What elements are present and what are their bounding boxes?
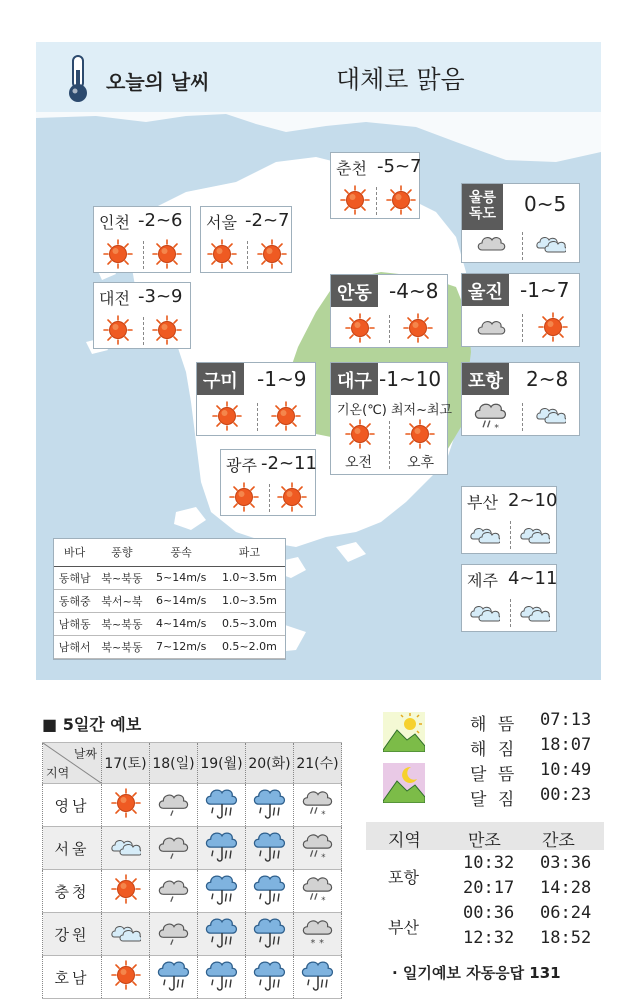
tide-low-time: 06:24 (540, 903, 592, 923)
table-row (43, 870, 342, 913)
sun-icon (152, 239, 182, 269)
tide-low-time: 03:36 (540, 853, 592, 873)
day-header: 18(일) (150, 743, 198, 784)
heavy-rain-icon (253, 786, 287, 820)
city-name-line1: 울릉 (469, 190, 497, 206)
moonrise-icon (383, 763, 425, 803)
table-row (43, 956, 342, 999)
heavy-rain-icon (253, 958, 287, 992)
sea-cell: 남해서 (54, 635, 95, 658)
sea-cell: 7~12m/s (149, 635, 214, 658)
city-box-uljin (461, 273, 580, 347)
tide-header-high: 만조 (468, 831, 501, 851)
page-title: 오늘의 날씨 (106, 70, 210, 94)
forecast-title: ■ 5일간 예보 (42, 715, 142, 734)
separator (510, 599, 511, 627)
city-name: 서울 (206, 213, 237, 232)
day-header: 21(수) (294, 743, 342, 784)
sea-header: 바다 (54, 539, 95, 566)
city-temp: -3~9 (138, 286, 183, 307)
separator (376, 187, 377, 215)
city-temp: 2~8 (526, 367, 569, 391)
sun-icon (103, 239, 133, 269)
city-box-daegu (330, 362, 453, 475)
day-header: 17(토) (102, 743, 150, 784)
city-name: 광주 (226, 456, 257, 475)
corner-bottom-label: 지역 (46, 766, 70, 780)
city-name: 제주 (467, 571, 498, 590)
city-tag: 대구 (331, 363, 378, 395)
sea-cell: 0.5~2.0m (214, 635, 285, 658)
sun-icon (405, 419, 435, 449)
table-row (54, 635, 285, 658)
city-box-chuncheon (330, 152, 420, 219)
heavy-rain-icon (205, 829, 239, 863)
separator (389, 421, 390, 469)
corner-cell (43, 743, 102, 784)
city-tag: 구미 (197, 363, 244, 395)
sun-icon (207, 239, 237, 269)
sea-conditions-table (53, 538, 286, 660)
city-tag: 안동 (331, 275, 378, 307)
heavy-rain-icon (205, 786, 239, 820)
sun-icon (111, 788, 141, 818)
am-label: 오전 (345, 455, 373, 471)
partly-cloudy-icon (110, 917, 142, 947)
city-box-daejeon (93, 282, 191, 349)
tide-place: 부산 (388, 918, 419, 937)
city-temp: -5~7 (377, 156, 422, 177)
city-box-pohang (461, 362, 580, 436)
sun-icon (271, 401, 301, 431)
sea-cell: 동해중 (54, 589, 95, 612)
cloud-icon (474, 228, 508, 258)
sea-cell: 4~14m/s (149, 612, 214, 635)
partly-cloudy-icon (468, 597, 502, 627)
partly-cloudy-icon (468, 519, 502, 549)
sea-cell: 북~북동 (95, 566, 148, 589)
sun-icon (345, 419, 375, 449)
sun-icon (345, 313, 375, 343)
sun-icon (111, 960, 141, 990)
sun-icon (340, 185, 370, 215)
sea-cell: 북~북동 (95, 635, 148, 658)
city-name: 대전 (99, 289, 130, 308)
heavy-rain-icon (157, 958, 191, 992)
sun-icon (538, 312, 568, 342)
cloud-rain-icon (157, 916, 191, 948)
sun-icon (257, 239, 287, 269)
city-box-busan (461, 486, 557, 554)
sea-cell: 1.0~3.5m (214, 566, 285, 589)
day-header: 19(월) (198, 743, 246, 784)
separator (389, 315, 390, 343)
tide-high-time: 10:32 (463, 853, 515, 873)
city-name: 춘천 (336, 159, 367, 178)
heavy-rain-icon (253, 829, 287, 863)
partly-cloudy-icon (518, 597, 552, 627)
ars-info: · 일기예보 자동응답 131 (392, 964, 561, 982)
city-temp: -2~7 (245, 210, 290, 231)
sun-icon (386, 185, 416, 215)
tide-header-region: 지역 (388, 831, 421, 851)
tide-high-time: 20:17 (463, 878, 515, 898)
city-box-incheon (93, 206, 191, 273)
sun-icon (152, 315, 182, 345)
cloud-rain-icon (157, 830, 191, 862)
separator (143, 317, 144, 345)
city-box-seoul (200, 206, 292, 273)
cloud-icon (474, 312, 508, 342)
city-box-jeju (461, 564, 557, 632)
moonset-time: 00:23 (540, 785, 592, 805)
city-tag: 울진 (462, 274, 509, 306)
city-box-ulleung (461, 183, 580, 263)
sea-cell: 0.5~3.0m (214, 612, 285, 635)
city-temp: 2~10 (508, 490, 558, 511)
sun-icon (212, 401, 242, 431)
city-box-gwangju (220, 449, 316, 516)
day-header: 20(화) (246, 743, 294, 784)
cloud-rain-icon (157, 873, 191, 905)
pm-label: 오후 (407, 455, 435, 471)
city-temp: 0~5 (524, 192, 567, 216)
rain-snow-icon (302, 873, 334, 905)
city-temp: -4~8 (389, 279, 439, 303)
separator (143, 241, 144, 269)
separator (522, 403, 523, 431)
city-temp: -1~7 (520, 278, 570, 302)
tide-low-time: 18:52 (540, 928, 592, 948)
table-row (43, 827, 342, 870)
sea-cell: 남해동 (54, 612, 95, 635)
temp-legend: 기온(℃) 최저~최고 (337, 403, 453, 418)
table-row (43, 913, 342, 956)
sunset-label: 해 짐 (470, 740, 518, 760)
weather-condition: 대체로 맑음 (336, 65, 465, 94)
separator (510, 521, 511, 549)
city-temp: -1~9 (257, 367, 307, 391)
separator (522, 314, 523, 342)
sea-cell: 5~14m/s (149, 566, 214, 589)
sea-cell: 1.0~3.5m (214, 589, 285, 612)
sunset-time: 18:07 (540, 735, 592, 755)
sea-cell: 동해남 (54, 566, 95, 589)
moonset-label: 달 짐 (470, 790, 518, 810)
cloud-rain-icon (157, 787, 191, 819)
city-temp: -2~6 (138, 210, 183, 231)
region-label: 서울 (43, 827, 102, 870)
table-row (54, 589, 285, 612)
moonrise-time: 10:49 (540, 760, 592, 780)
tide-header (366, 822, 604, 850)
city-temp: 4~11 (508, 568, 558, 589)
tide-high-time: 00:36 (463, 903, 515, 923)
tide-header-low: 간조 (542, 831, 575, 851)
sun-icon (277, 482, 307, 512)
sunrise-time: 07:13 (540, 710, 592, 730)
heavy-rain-icon (253, 872, 287, 906)
city-box-gumi (196, 362, 316, 436)
sun-icon (229, 482, 259, 512)
sun-icon (403, 313, 433, 343)
sunrise-label: 해 뜸 (470, 715, 518, 735)
partly-cloudy-icon (534, 228, 568, 258)
partly-cloudy-icon (534, 399, 568, 429)
heavy-rain-icon (301, 958, 335, 992)
heavy-rain-icon (253, 915, 287, 949)
sunrise-icon (383, 712, 425, 752)
table-row (43, 784, 342, 827)
sea-header: 풍향 (95, 539, 148, 566)
tide-low-time: 14:28 (540, 878, 592, 898)
region-label: 호남 (43, 956, 102, 999)
corner-top-label: 날짜 (73, 747, 97, 761)
separator (522, 232, 523, 260)
city-name-line2: 독도 (469, 206, 497, 222)
region-label: 영남 (43, 784, 102, 827)
sun-icon (103, 315, 133, 345)
rain-snow-icon (474, 399, 508, 433)
sea-header: 풍속 (149, 539, 214, 566)
separator (247, 241, 248, 269)
sea-header: 파고 (214, 539, 285, 566)
table-row (54, 612, 285, 635)
region-label: 충청 (43, 870, 102, 913)
heavy-rain-icon (205, 958, 239, 992)
rain-snow-icon (302, 830, 334, 862)
sea-cell: 북서~북 (95, 589, 148, 612)
partly-cloudy-icon (518, 519, 552, 549)
sea-cell: 북~북동 (95, 612, 148, 635)
region-label: 강원 (43, 913, 102, 956)
city-tag (462, 184, 503, 230)
sea-cell: 6~14m/s (149, 589, 214, 612)
partly-cloudy-icon (110, 831, 142, 861)
city-temp: -2~11 (261, 453, 317, 474)
table-row (54, 566, 285, 589)
moonrise-label: 달 뜸 (470, 765, 518, 785)
separator (257, 403, 258, 431)
city-name: 부산 (467, 493, 498, 512)
separator (269, 484, 270, 512)
city-name: 인천 (99, 213, 130, 232)
forecast-table (42, 742, 342, 999)
heavy-rain-icon (205, 872, 239, 906)
tide-place: 포항 (388, 868, 419, 887)
rain-snow-icon (302, 787, 334, 819)
city-box-andong (330, 274, 448, 348)
tide-high-time: 12:32 (463, 928, 515, 948)
city-tag: 포항 (462, 363, 509, 395)
city-temp: -1~10 (379, 367, 442, 391)
snow-icon (302, 916, 334, 948)
heavy-rain-icon (205, 915, 239, 949)
sun-icon (111, 874, 141, 904)
